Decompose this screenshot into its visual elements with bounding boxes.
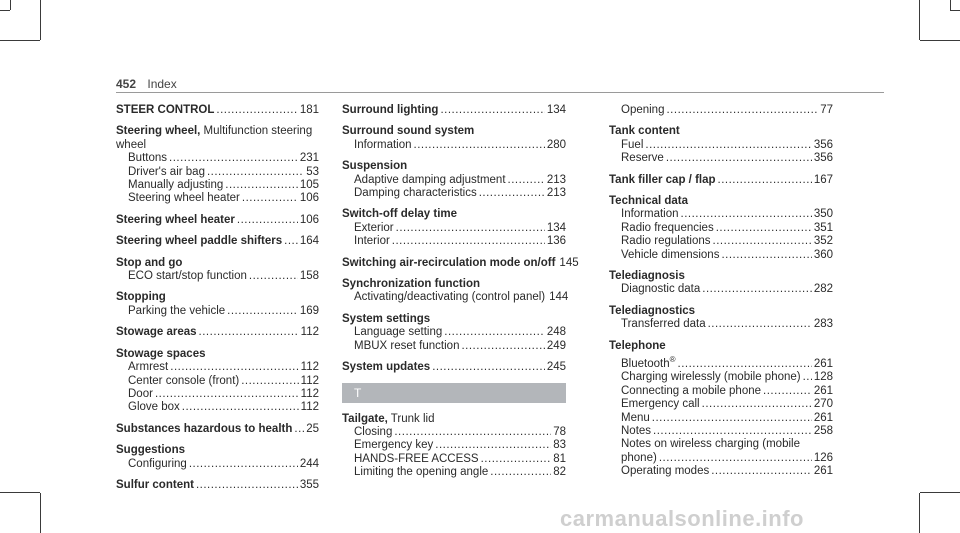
index-entry [609,340,833,479]
index-entry [609,270,833,297]
sub-entry-label: Interior [354,235,390,248]
page-ref[interactable]: 167 [813,173,833,186]
sub-entry-label: Emergency key [354,439,434,452]
crop-mark [920,40,960,41]
index-entry [116,423,319,436]
sub-entry-label-wrap: phone) [621,451,657,464]
page-ref[interactable]: 83 [553,439,566,452]
page-ref[interactable]: 144 [549,291,569,304]
entry-heading: Surround sound system [342,125,475,138]
page-ref[interactable]: 53 [306,165,319,178]
index-entry [116,326,319,339]
index-entry [609,125,833,165]
page-ref[interactable]: 351 [813,221,833,234]
page-ref[interactable]: 112 [300,387,319,400]
index-entry [342,313,566,353]
sub-entry-label: Information [354,138,412,151]
page-ref[interactable]: 134 [546,104,566,116]
page-ref[interactable]: 126 [813,451,833,464]
entry-heading: Tailgate, [342,412,388,425]
watermark[interactable]: carmanualsonline.info [560,506,804,531]
entry-heading: Substances hazardous to health [116,422,293,435]
entry-heading: Suggestions [116,444,186,457]
entry-heading: Steering wheel heater [116,213,235,226]
entry-heading: Steering wheel paddle shifters [116,235,283,248]
sub-entry-label: Menu [621,411,650,424]
sub-entry-label: Language setting [354,326,443,339]
page-ref[interactable]: 261 [813,357,833,370]
index-entry [342,361,566,374]
page-ref[interactable]: 213 [546,173,566,186]
page-ref[interactable]: 106 [299,192,319,205]
sub-entry-label: Closing [354,425,393,438]
sub-entry-label: Connecting a mobile phone [621,384,762,397]
sub-entry-label: ECO start/stop function [128,270,247,283]
sub-entry-label: Configuring [128,457,187,470]
entry-heading: System updates [342,361,431,374]
page-ref[interactable]: 280 [546,138,566,151]
index-entry [116,479,319,492]
page-ref[interactable]: 355 [299,478,319,491]
page-ref[interactable]: 25 [306,422,319,435]
sub-entry-label: Exterior [354,221,394,234]
crop-mark [919,0,920,40]
sub-entry-label: Emergency call [621,398,700,411]
sub-entry-label: Door [128,387,153,400]
index-column-1 [116,104,319,500]
index-entry [342,278,569,305]
page-ref[interactable]: 248 [546,326,566,339]
page-ref[interactable]: 158 [299,270,319,283]
sub-entry-label: Radio regulations [621,235,711,248]
sub-entry-label: Transferred data [621,318,706,331]
sub-entry-label: Notes [621,424,652,437]
sub-entry-label: Vehicle dimensions [621,248,720,261]
index-entry [116,104,319,117]
page-ref[interactable]: 360 [813,248,833,261]
page-ref[interactable]: 82 [553,466,566,479]
index-column-2 [342,104,579,488]
crop-mark [950,10,960,11]
crop-mark [950,0,951,10]
sub-entry-label: Limiting the opening angle [354,466,489,479]
page-ref[interactable]: 81 [553,452,566,465]
section-title: Index [147,77,177,91]
page-ref[interactable]: 270 [813,398,833,411]
crop-mark [919,493,920,533]
index-entry [342,160,566,200]
crop-mark [0,10,10,11]
page-ref[interactable]: 356 [813,138,833,151]
entry-heading: Synchronization function [342,278,480,291]
page-ref[interactable]: 213 [546,187,566,200]
sub-entry-label: Glove box [128,401,180,414]
header-divider [116,92,884,93]
page-ref[interactable]: 258 [813,424,833,437]
page-ref[interactable]: 112 [300,374,319,387]
entry-heading: Steering wheel, [116,125,201,138]
page-ref[interactable]: 352 [813,235,833,248]
index-entry [609,305,833,332]
page-ref[interactable]: 112 [300,361,319,374]
page-ref[interactable]: 245 [546,361,566,374]
sub-entry-label: Diagnostic data [621,283,701,296]
page-ref[interactable]: 249 [546,339,566,352]
sub-entry-label: Operating modes [621,465,710,478]
entry-heading: Tank filler cap / flap [609,173,716,186]
crop-mark [0,40,40,41]
page-ref[interactable]: 106 [299,213,319,226]
index-entry [609,174,833,187]
entry-heading: Suspension [342,160,408,173]
page-ref[interactable]: 145 [559,256,579,269]
page-ref[interactable]: 261 [813,465,833,478]
page-ref[interactable]: 244 [299,457,319,470]
crop-mark [0,492,40,493]
page-ref[interactable]: 134 [546,221,566,234]
crop-mark [920,492,960,493]
index-entry [116,444,319,471]
entry-heading: STEER CONTROL [116,104,215,116]
index-entry [116,257,319,284]
page-ref[interactable]: 112 [300,401,319,414]
crop-mark [40,0,41,40]
sub-entry-label: Adaptive damping adjustment [354,173,506,186]
page-ref[interactable]: 164 [299,235,319,248]
sub-entry-label: Fuel [621,138,644,151]
index-entry [609,195,833,262]
sub-entry-label: Radio frequencies [621,221,714,234]
sub-entry-label: Center console (front) [128,374,240,387]
entry-heading: Stowage spaces [116,347,206,360]
page-ref[interactable]: 112 [300,326,319,339]
page-number: 452 [116,77,137,91]
index-entry [609,104,833,117]
sub-entry-label: Opening [621,104,665,116]
sub-entry-label: Armrest [128,361,169,374]
sub-entry-label: Damping characteristics [354,187,477,200]
sub-entry-label: HANDS-FREE ACCESS [354,452,479,465]
registered-mark: ® [669,355,676,365]
sub-entry-label: Information [621,208,679,221]
entry-heading: Sulfur content [116,478,194,491]
sub-entry-label: Activating/deactivating (control panel) [354,291,546,304]
index-entry [342,256,579,270]
letter-section-bar: T [342,383,566,403]
page-ref[interactable]: 105 [299,179,319,192]
sub-entry-label: Steering wheel heater [128,192,240,205]
entry-heading: Stopping [116,291,166,304]
entry-subheading: Trunk lid [387,412,435,425]
index-entry [342,104,566,117]
page-ref[interactable]: 350 [813,208,833,221]
sub-entry-label: Reserve [621,152,664,165]
sub-entry-label: Driver's air bag [128,165,205,178]
index-entry [342,208,566,248]
entry-heading: Telediagnosis [609,270,685,283]
sub-entry-label: Parking the vehicle [128,304,226,317]
entry-heading: System settings [342,312,431,325]
index-entry [116,291,319,318]
page-ref[interactable]: 77 [820,104,833,116]
page-ref[interactable]: 282 [813,283,833,296]
sub-entry-label: Bluetooth® [621,355,676,370]
sub-entry-label: MBUX reset function [354,339,460,352]
entry-heading: Surround lighting [342,104,439,116]
entry-heading: Tank content [609,125,680,138]
page-ref[interactable]: 128 [813,371,833,384]
page-ref[interactable]: 261 [813,411,833,424]
page-ref[interactable]: 78 [553,425,566,438]
page-ref[interactable]: 261 [813,384,833,397]
index-entry [342,125,566,152]
index-entry [116,235,319,248]
entry-heading: Stop and go [116,256,183,269]
page-ref[interactable]: 136 [546,235,566,248]
entry-heading: Telediagnostics [609,304,696,317]
sub-entry-label: Charging wirelessly (mobile phone) [621,371,801,384]
index-entry [116,348,319,415]
index-column-3 [609,104,833,487]
index-entry [342,413,566,480]
crop-mark [40,493,41,533]
index-entry [116,125,319,205]
entry-subheading: Multifunction steering [200,125,313,138]
entry-heading: Switch-off delay time [342,208,458,221]
index-entry [116,214,319,227]
page-ref[interactable]: 356 [813,152,833,165]
entry-heading: Stowage areas [116,326,197,339]
page-ref[interactable]: 283 [813,318,833,331]
entry-heading: Switching air-recirculation mode on/off [342,256,556,269]
entry-subheading-wrap: wheel [116,138,147,151]
page-header [116,77,177,91]
sub-entry-label: Manually adjusting [128,179,224,192]
page-ref[interactable]: 169 [299,304,319,317]
crop-mark [10,0,11,10]
page-ref[interactable]: 181 [299,104,319,116]
entry-heading: Telephone [609,339,666,352]
page-ref[interactable]: 231 [299,152,319,165]
sub-entry-label: Notes on wireless charging (mobile [621,438,800,451]
entry-heading: Technical data [609,195,689,208]
sub-entry-label: Buttons [128,152,167,165]
